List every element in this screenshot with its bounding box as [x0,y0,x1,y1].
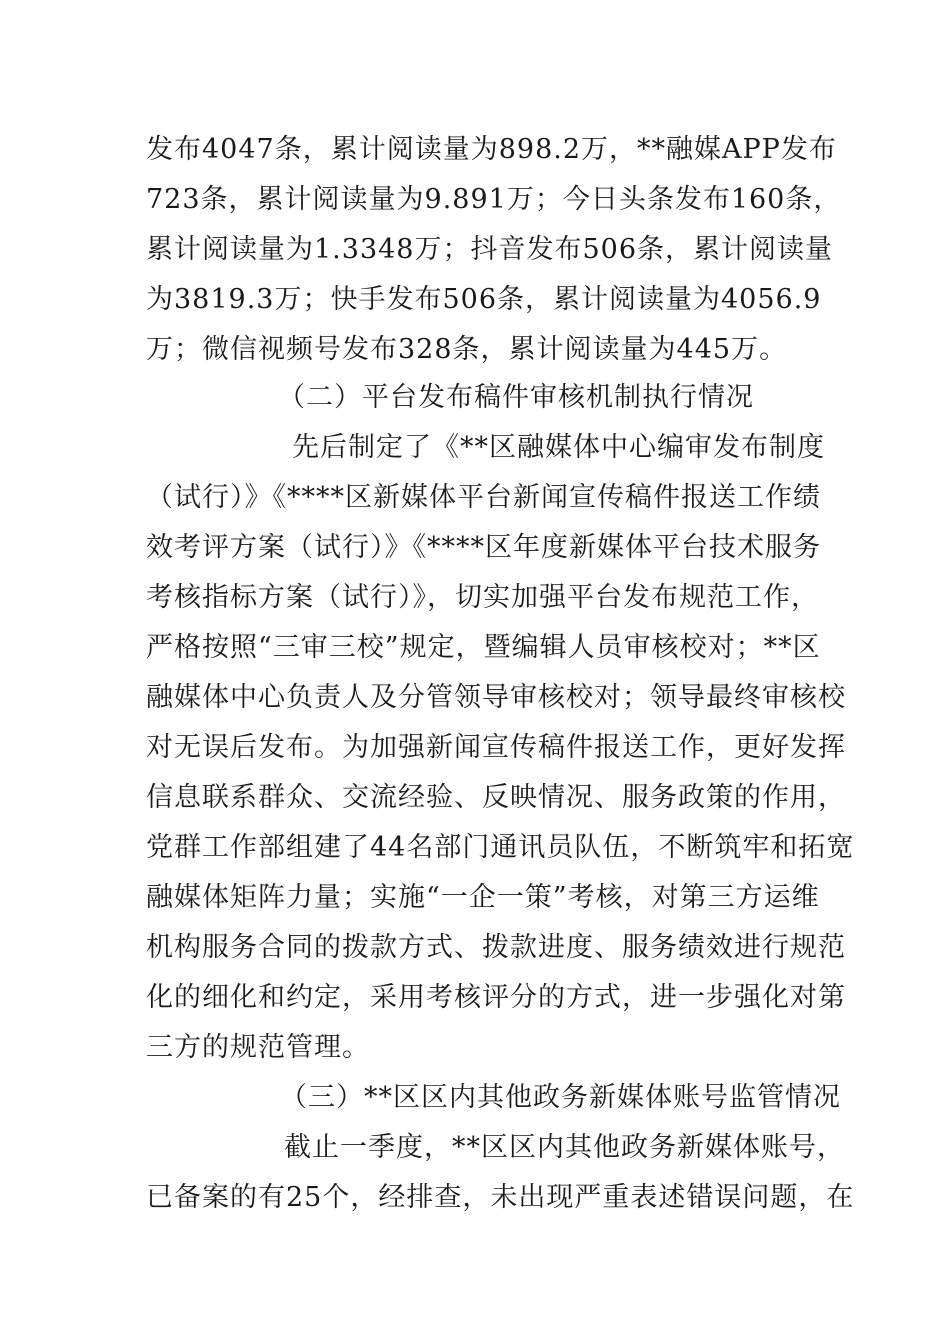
paragraph-line: 为3819.3万；快手发布506条，累计阅读量为4056.9 [146,284,822,315]
paragraph-line: （试行）》《****区新媒体平台新闻宣传稿件报送工作绩 [146,482,821,513]
paragraph-line: 严格按照“三审三校”规定，暨编辑人员审核校对；**区 [146,632,821,663]
paragraph-line: 机构服务合同的拨款方式、拨款进度、服务绩效进行规范 [146,932,846,963]
paragraph-line: 对无误后发布。为加强新闻宣传稿件报送工作，更好发挥 [146,732,846,763]
paragraph-line: 融媒体矩阵力量；实施“一企一策”考核，对第三方运维 [146,882,820,913]
paragraph-line: 考核指标方案（试行）》，切实加强平台发布规范工作， [146,582,819,613]
section-heading-2: （二）平台发布稿件审核机制执行情况 [278,382,754,413]
paragraph-line: 融媒体中心负责人及分管领导审核校对；领导最终审核校 [146,682,846,713]
paragraph-line: 信息联系群众、交流经验、反映情况、服务政策的作用， [146,782,846,813]
paragraph-line: 万；微信视频号发布328条，累计阅读量为445万。 [146,334,788,365]
paragraph-line: 723条，累计阅读量为9.891万；今日头条发布160条， [146,184,842,215]
paragraph-line: 化的细化和约定，采用考核评分的方式，进一步强化对第 [146,982,846,1013]
section-heading-3: （三）**区区内其他政务新媒体账号监管情况 [280,1082,841,1113]
paragraph-line: 累计阅读量为1.3348万；抖音发布506条，累计阅读量 [146,234,834,265]
paragraph-line: 截止一季度，**区区内其他政务新媒体账号， [284,1132,845,1163]
paragraph-line: 三方的规范管理。 [146,1032,370,1063]
paragraph-line: 发布4047条，累计阅读量为898.2万，**融媒APP发布 [146,134,837,165]
paragraph-line: 已备案的有25个，经排查，未出现严重表述错误问题，在 [146,1182,855,1213]
paragraph-line: 党群工作部组建了44名部门通讯员队伍，不断筑牢和拓宽 [146,832,855,863]
paragraph-line: 效考评方案（试行）》《****区年度新媒体平台技术服务 [146,532,821,563]
paragraph-line: 先后制定了《**区融媒体中心编审发布制度 [292,432,825,463]
